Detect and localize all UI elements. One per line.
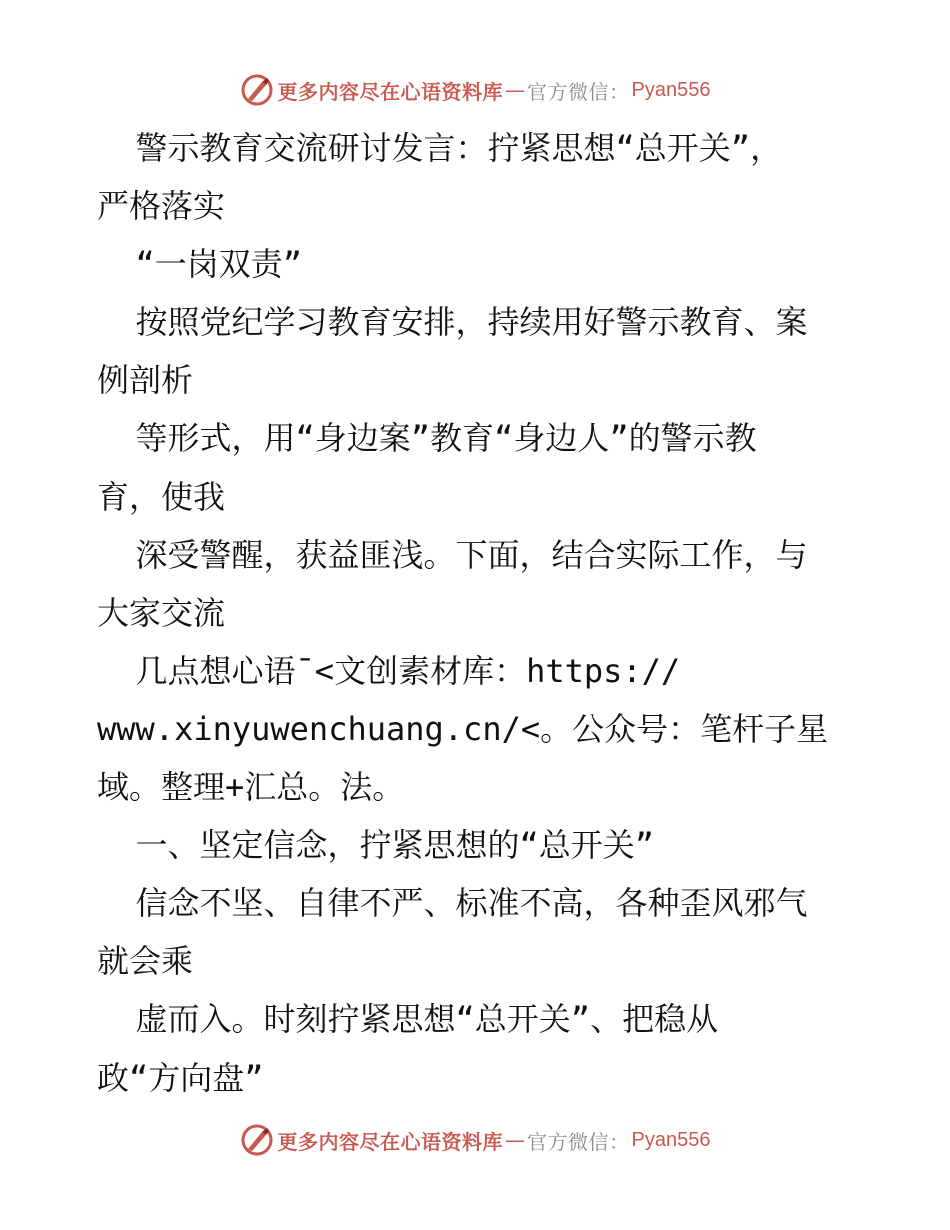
page-footer-watermark bbox=[0, 1120, 950, 1160]
document-line: 按照党纪学习教育安排，持续用好警示教育、案 bbox=[97, 303, 808, 342]
document-line: 信念不坚、自律不严、标准不高，各种歪风邪气 bbox=[97, 884, 808, 923]
document-line: 警示教育交流研讨发言：拧紧思想“总开关”， bbox=[97, 129, 783, 167]
document-line: 就会乘 bbox=[97, 942, 194, 981]
document-line: 域。整理+汇总。法。 bbox=[97, 768, 405, 807]
footer-brand-text: 更多内容尽在心语资料库 bbox=[277, 1129, 504, 1154]
header-wechat-label: 官方微信： bbox=[527, 79, 630, 104]
page-header-watermark bbox=[0, 70, 950, 110]
document-line: www.xinyuwenchuang.cn/<。公众号：笔杆子星 bbox=[97, 709, 829, 748]
document-line: 政“方向盘” bbox=[97, 1058, 264, 1097]
document-body bbox=[97, 119, 897, 1107]
document-line: 等形式，用“身边案”教育“身边人”的警示教 bbox=[97, 419, 757, 458]
header-wechat-id: Pyan556 bbox=[631, 78, 711, 101]
header-dash: — bbox=[505, 78, 526, 102]
header-brand-text: 更多内容尽在心语资料库 bbox=[277, 79, 504, 104]
document-line: 一、坚定信念，拧紧思想的“总开关” bbox=[97, 826, 655, 865]
document-line: 例剖析 bbox=[97, 361, 194, 400]
logo-icon bbox=[240, 1123, 274, 1157]
document-line: 深受警醒，获益匪浅。下面，结合实际工作，与 bbox=[97, 535, 808, 574]
document-line: “一岗双责” bbox=[97, 245, 303, 284]
document-line: 严格落实 bbox=[97, 187, 226, 226]
document-line: 虚而入。时刻拧紧思想“总开关”、把稳从 bbox=[97, 1000, 719, 1039]
footer-wechat-label: 官方微信： bbox=[527, 1129, 630, 1154]
document-line: 几点想心语¯<文创素材库：https:// bbox=[97, 651, 681, 690]
document-line: 育，使我 bbox=[97, 477, 226, 516]
logo-icon bbox=[240, 73, 274, 107]
footer-wechat-id: Pyan556 bbox=[631, 1128, 711, 1151]
document-line: 大家交流 bbox=[97, 593, 226, 632]
footer-dash: — bbox=[505, 1128, 526, 1152]
